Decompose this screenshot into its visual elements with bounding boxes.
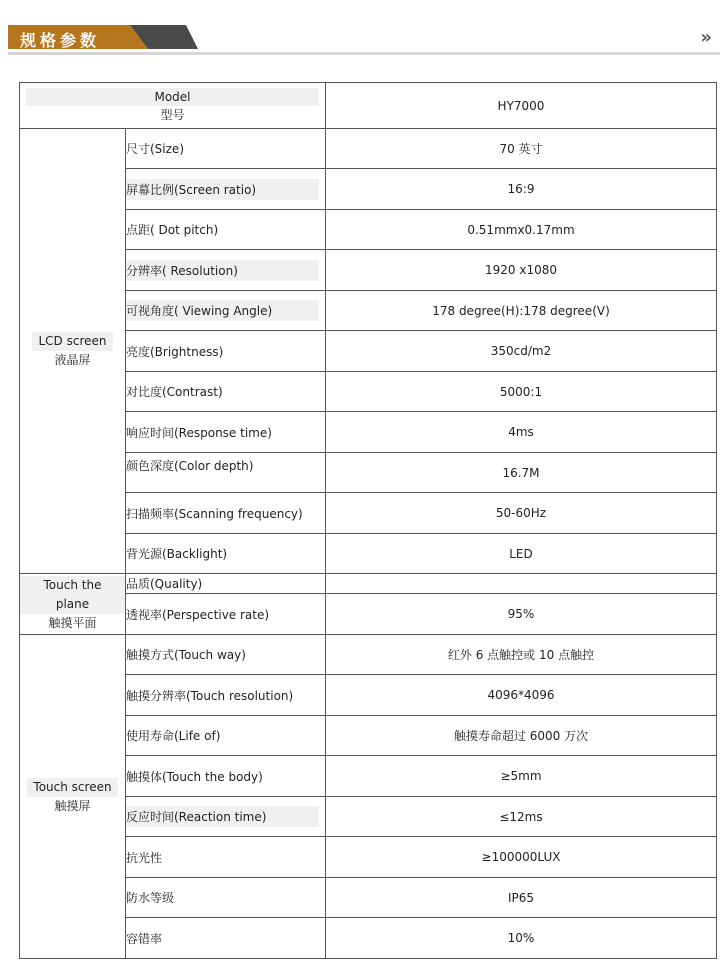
param-value: 70 英寸 (326, 129, 717, 169)
model-label-en: Model (26, 88, 319, 106)
param-label: 尺寸(Size) (126, 129, 326, 169)
param-value (326, 574, 717, 594)
group-label-cn: 触摸屏 (54, 798, 91, 813)
param-label: 可视角度( Viewing Angle) (126, 300, 319, 321)
param-value: 50-60Hz (326, 493, 717, 534)
param-value: 5000:1 (326, 372, 717, 412)
param-value: 4ms (326, 412, 717, 453)
table-row-model (20, 83, 717, 129)
group-label-en: LCD screen (32, 332, 112, 351)
param-label: 反应时间(Reaction time) (126, 806, 319, 827)
param-label: 触摸方式(Touch way) (126, 635, 326, 675)
param-value: 95% (326, 594, 717, 635)
param-label: 屏幕比例(Screen ratio) (126, 179, 319, 200)
param-value: 16.7M (326, 453, 717, 493)
model-label-cn: 型号 (160, 107, 185, 122)
param-label: 对比度(Contrast) (126, 372, 326, 412)
param-label: 防水等级 (126, 878, 326, 918)
more-icon[interactable]: » (700, 27, 712, 48)
param-value: 红外 6 点触控或 10 点触控 (326, 635, 717, 675)
section-title: 规格参数 (20, 31, 101, 50)
group-label-en: Touch screen (27, 778, 117, 797)
param-value: 0.51mmx0.17mm (326, 210, 717, 250)
section-header (8, 25, 720, 57)
param-label: 品质(Quality) (126, 574, 326, 594)
param-label: 透视率(Perspective rate) (126, 594, 326, 635)
param-value: 触摸寿命超过 6000 万次 (326, 716, 717, 756)
param-label: 使用寿命(Life of) (126, 716, 326, 756)
param-label: 颜色深度(Color depth) (126, 453, 326, 493)
table-row (20, 574, 717, 594)
param-label: 点距( Dot pitch) (126, 210, 326, 250)
param-label: 响应时间(Response time) (126, 412, 326, 453)
group-lcd-screen (20, 129, 126, 574)
group-touch-screen (20, 635, 126, 959)
param-value: 1920 x1080 (326, 250, 717, 291)
param-label-cell (126, 291, 326, 331)
param-label: 容错率 (126, 918, 326, 959)
param-label-cell (126, 169, 326, 210)
group-label-cn: 触摸平面 (48, 615, 97, 630)
header-divider (8, 52, 720, 55)
model-label-cell (20, 83, 326, 129)
param-value: ≤12ms (326, 797, 717, 837)
param-label: 扫描频率(Scanning frequency) (126, 493, 326, 534)
table-row (20, 129, 717, 169)
param-value: ≥100000LUX (326, 837, 717, 878)
param-label: 触摸分辨率(Touch resolution) (126, 675, 326, 716)
param-value: 16:9 (326, 169, 717, 210)
param-value: LED (326, 534, 717, 574)
model-value: HY7000 (326, 83, 717, 129)
group-touch-plane (20, 574, 126, 635)
param-label: 触摸体(Touch the body) (126, 756, 326, 797)
param-value: 178 degree(H):178 degree(V) (326, 291, 717, 331)
section-title-tab (8, 25, 208, 53)
param-label-cell (126, 250, 326, 291)
param-label: 抗光性 (126, 837, 326, 878)
group-label-cn: 液晶屏 (54, 353, 91, 367)
param-value: 4096*4096 (326, 675, 717, 716)
param-label: 背光源(Backlight) (126, 534, 326, 574)
param-label: 亮度(Brightness) (126, 331, 326, 372)
group-label-en: Touch the plane (20, 576, 125, 614)
spec-table (19, 82, 717, 959)
param-label: 分辨率( Resolution) (126, 260, 319, 281)
table-row (20, 635, 717, 675)
param-label-cell (126, 797, 326, 837)
param-value: ≥5mm (326, 756, 717, 797)
param-value: IP65 (326, 878, 717, 918)
param-value: 350cd/m2 (326, 331, 717, 372)
param-value: 10% (326, 918, 717, 959)
